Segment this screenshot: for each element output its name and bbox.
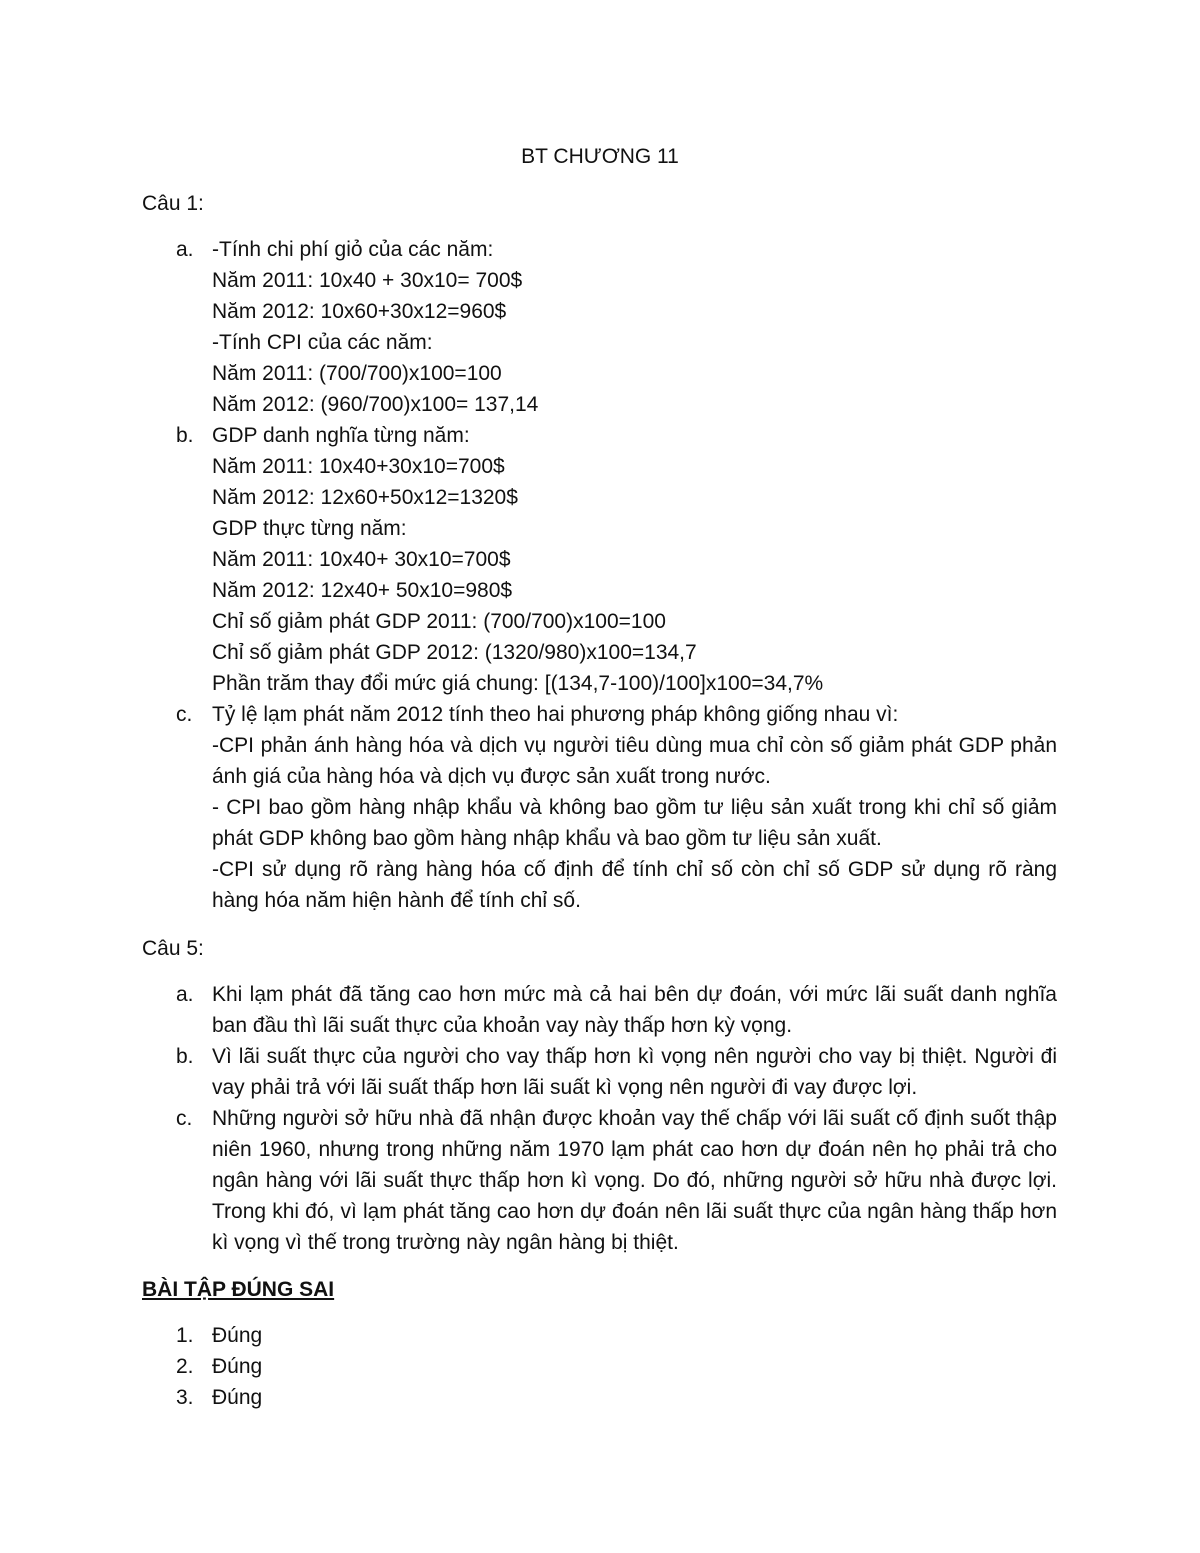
answer-paragraph: - CPI bao gồm hàng nhập khẩu và không bao gồm tư liệu sản xuất trong khi chỉ số giảm phát GDP không bao gồm hàng nhập khẩu và bao gồm tư liệu sản xuất. <box>212 796 1057 850</box>
true-false-answers <box>142 1320 1057 1413</box>
answer-line: Năm 2012: (960/700)x100= 137,14 <box>212 393 539 416</box>
list-marker: b. <box>176 1045 194 1068</box>
answer-1a <box>142 234 1057 420</box>
list-item <box>142 1320 1057 1351</box>
answer-line: GDP danh nghĩa từng năm: <box>212 424 470 447</box>
answer-line: Năm 2011: 10x40+ 30x10=700$ <box>212 548 511 571</box>
answer-paragraph: -CPI sử dụng rõ ràng hàng hóa cố định để tính chỉ số còn chỉ số GDP sử dụng rõ ràng hàng hóa năm hiện hành để tính chỉ số. <box>212 858 1057 912</box>
answer-line: Năm 2011: 10x40+30x10=700$ <box>212 455 505 478</box>
list-item <box>142 1351 1057 1382</box>
answer-line: Đúng <box>212 1386 263 1409</box>
question-5-answers <box>142 979 1057 1258</box>
answer-5a <box>142 979 1057 1041</box>
answer-line: Chỉ số giảm phát GDP 2011: (700/700)x100=100 <box>212 610 666 633</box>
list-marker: c. <box>176 703 193 726</box>
list-marker: a. <box>176 238 194 261</box>
answer-line: Năm 2012: 12x40+ 50x10=980$ <box>212 579 513 602</box>
answer-line: Năm 2011: 10x40 + 30x10= 700$ <box>212 269 523 292</box>
answer-paragraph: Vì lãi suất thực của người cho vay thấp hơn kì vọng nên người cho vay bị thiệt. Người đi vay phải trả với lãi suất thấp hơn lãi suất kì vọng nên người đi vay được lợi. <box>212 1045 1057 1099</box>
answer-5c <box>142 1103 1057 1258</box>
question-5-heading: Câu 5: <box>142 937 204 960</box>
question-1-heading: Câu 1: <box>142 192 204 215</box>
answer-paragraph: Khi lạm phát đã tăng cao hơn mức mà cả hai bên dự đoán, với mức lãi suất danh nghĩa ban đầu thì lãi suất thực của khoản vay này thấp hơn kỳ vọng. <box>212 983 1057 1037</box>
answer-line: GDP thực từng năm: <box>212 517 407 540</box>
answer-line: -Tính chi phí giỏ của các năm: <box>212 238 494 261</box>
answer-paragraph: Những người sở hữu nhà đã nhận được khoản vay thế chấp với lãi suất cố định suốt thập niên 1960, nhưng trong những năm 1970 lạm phát cao hơn dự đoán nên họ phải trả cho ngân hàng với lãi suất thực thấp hơn kì vọng. Do đó, những người sở hữu nhà được lợi. Trong khi đó, vì lạm phát tăng cao hơn dự đoán nên lãi suất thực của ngân hàng thấp hơn kì vọng vì thế trong trường này ngân hàng bị thiệt. <box>212 1107 1057 1254</box>
answer-1c <box>142 699 1057 916</box>
list-marker: c. <box>176 1107 193 1130</box>
answer-line: Năm 2012: 10x60+30x12=960$ <box>212 300 507 323</box>
list-marker: 3. <box>176 1386 194 1409</box>
answer-line: Tỷ lệ lạm phát năm 2012 tính theo hai phương pháp không giống nhau vì: <box>212 703 899 726</box>
answer-line: Chỉ số giảm phát GDP 2012: (1320/980)x100=134,7 <box>212 641 697 664</box>
answer-paragraph: -CPI phản ánh hàng hóa và dịch vụ người tiêu dùng mua chỉ còn số giảm phát GDP phản ánh giá của hàng hóa và dịch vụ được sản xuất trong nước. <box>212 734 1057 788</box>
list-item <box>142 1382 1057 1413</box>
answer-line: Năm 2012: 12x60+50x12=1320$ <box>212 486 518 509</box>
answer-line: Phần trăm thay đổi mức giá chung: [(134,7-100)/100]x100=34,7% <box>212 672 824 695</box>
answer-line: Năm 2011: (700/700)x100=100 <box>212 362 502 385</box>
answer-line: Đúng <box>212 1355 263 1378</box>
answer-line: Đúng <box>212 1324 263 1347</box>
list-marker: a. <box>176 983 194 1006</box>
page-title: BT CHƯƠNG 11 <box>521 145 679 168</box>
question-1-answers <box>142 234 1057 916</box>
answer-1b <box>142 420 1057 699</box>
list-marker: 2. <box>176 1355 194 1378</box>
list-marker: b. <box>176 424 194 447</box>
answer-line: -Tính CPI của các năm: <box>212 331 433 354</box>
answer-5b <box>142 1041 1057 1103</box>
list-marker: 1. <box>176 1324 194 1347</box>
true-false-heading: BÀI TẬP ĐÚNG SAI <box>142 1278 335 1301</box>
